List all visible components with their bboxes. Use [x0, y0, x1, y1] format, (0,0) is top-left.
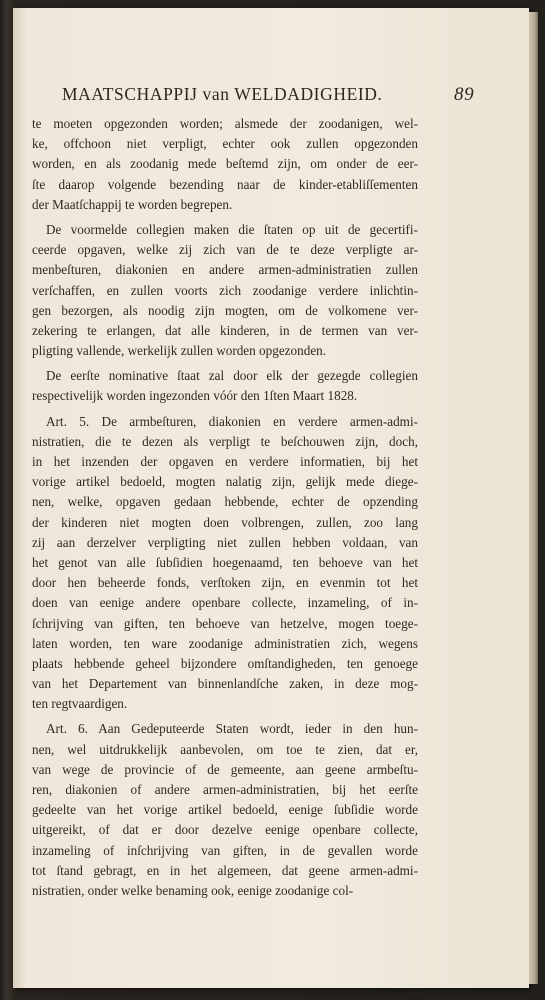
text-line: van het Departement van binnenlandſche zaken, in deze mog- [32, 676, 418, 692]
running-header-title: MAATSCHAPPIJ van WELDADIGHEID. [62, 84, 383, 104]
text-line: te moeten opgezonden worden; alsmede der zoodanigen, wel- [32, 116, 418, 131]
paragraph [32, 114, 418, 215]
text-line: respectivelijk worden ingezonden vóór den 1ſten Maart 1828. [32, 388, 358, 404]
text-line: ten regtvaardigen. [32, 696, 128, 712]
paragraph [32, 719, 418, 901]
text-line: nen, welke, opgaven gedaan hebbende, echter de opzending [32, 494, 418, 510]
text-line: zekering te erlangen, dat alle kinderen, in de termen van ver- [32, 322, 418, 338]
text-line: nistratien, die te dezen als verpligt te beſchouwen zijn, doch, [32, 433, 418, 449]
text-line: Art. 6. Aan Gedeputeerde Staten wordt, ieder in den hun- [46, 721, 418, 737]
text-line: worden, en als zoodanig mede beſtemd zijn, om onder de eer- [32, 156, 418, 172]
text-line: der kinderen niet mogten doen volbrengen, zullen, zoo lang [32, 514, 418, 530]
text-line: De voormelde collegien maken die ſtaten op uit de gecertifi- [46, 221, 418, 237]
text-line: doen van eenige andere openbare collecte, inzameling, of in- [32, 595, 418, 611]
text-line: De eerſte nominative ſtaat zal door elk der gezegde collegien [46, 368, 418, 384]
text-line: plaats hebbende geheel bijzondere omſtandigheden, ten genoege [32, 655, 418, 671]
text-line: zij aan derzelver verpligting niet zullen hebben voldaan, van [32, 534, 418, 550]
text-line: laten worden, ten ware zoodanige administratien zich, wegens [32, 635, 418, 651]
text-line: ſte daarop volgende bezending naar de kinder-etabliſſementen [32, 176, 418, 192]
running-header [62, 84, 475, 108]
text-line: uitgereikt, of dat er door dezelve eenige openbare collecte, [32, 822, 418, 838]
text-line: menbeſturen, diakonien en andere armen-administratien zullen [32, 262, 418, 278]
page-number: 89 [454, 84, 475, 105]
text-line: inzameling of inſchrijving van giften, in de gevallen worde [32, 842, 418, 858]
text-line: door hen beheerde fonds, verſtoken zijn, en evenmin tot het [32, 575, 418, 591]
paragraph [32, 412, 418, 715]
text-line: ren, diakonien of andere armen-administratien, bij het eerſte [32, 782, 418, 797]
text-line: nistratien, onder welke benaming ook, eenige zoodanige col- [32, 882, 354, 898]
text-line: tot ſtand gebragt, en in het algemeen, dat geene armen-admi- [32, 862, 418, 878]
text-line: ke, offchoon niet verpligt, echter ook zullen opgezonden [32, 136, 418, 152]
text-line: het genot van alle ſubſidien hoegenaamd, ten behoeve van het [32, 554, 418, 570]
text-line: ſchrijving van giften, ten behoeve van hetzelve, mogen toege- [32, 615, 418, 631]
text-line: der Maatſchappij te worden begrepen. [32, 196, 233, 212]
text-line: Art. 5. De armbeſturen, diakonien en verdere armen-admi- [46, 413, 418, 429]
text-line: ceerde opgaven, welke zij zich van de te deze verpligte ar- [32, 242, 418, 258]
text-line: van wege de provincie of de gemeente, aan geene armbeſtu- [32, 761, 418, 777]
text-line: verſchaffen, en zullen voorts zich zoodanige verdere inlichtin- [32, 282, 418, 298]
text-line: pligting vallende, werkelijk zullen worden opgezonden. [32, 343, 327, 359]
text-line: gedeelte van het vorige artikel bedoeld, eenige ſubſidie worde [32, 802, 418, 818]
paragraph [32, 220, 418, 361]
body-text [32, 114, 418, 901]
paragraph [32, 366, 418, 406]
text-line: vorige artikel bedoeld, mogten nalatig zijn, gelijk mede diege- [32, 474, 418, 490]
text-line: nen, wel uitdrukkelijk aanbevolen, om toe te zien, dat er, [32, 741, 418, 757]
text-line: gen bezorgen, als noodig zijn mogten, om de volkomene ver- [32, 302, 418, 318]
page-edge [529, 12, 538, 984]
text-line: in het inzenden der opgaven en verdere informatien, bij het [32, 454, 418, 469]
